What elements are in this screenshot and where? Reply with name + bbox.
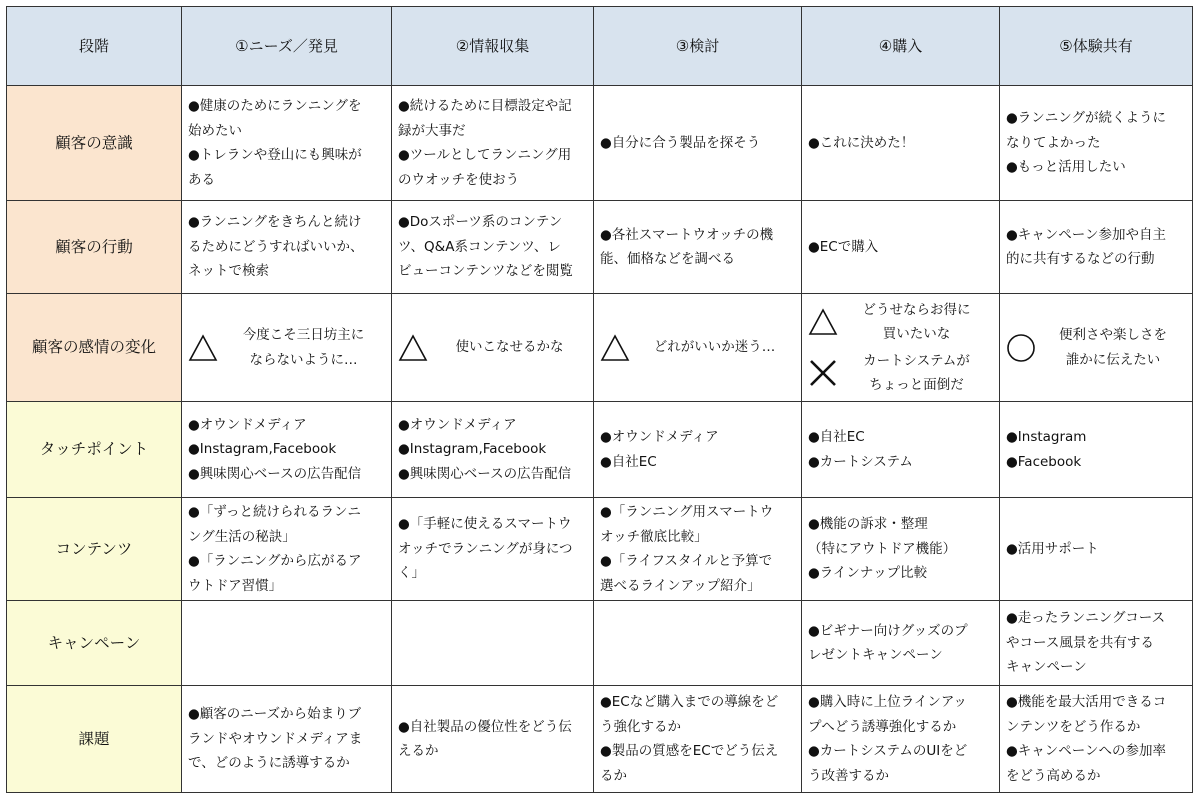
triangle-icon [600, 333, 630, 363]
emotion-line: どうせならお得に [862, 301, 971, 318]
journey-cell [1000, 402, 1193, 498]
cell-line: ンテンツをどう作るか [1006, 718, 1141, 735]
journey-cell [594, 86, 802, 201]
customer-journey-table [6, 6, 1193, 793]
table-row [7, 686, 1193, 793]
cell-line: ●ランニングが続くように [1006, 110, 1167, 127]
cell-line: ●Doスポーツ系のコンテン [398, 214, 563, 231]
cell-line: プへどう誘導強化するか [808, 718, 957, 735]
cell-line: ツ、Q&A系コンテンツ、レ [398, 238, 561, 255]
emotion-text [1040, 323, 1186, 372]
cell-line: で、どのように誘導するか [188, 755, 350, 772]
cell-line: ●「ずっと続けられるランニ [188, 504, 361, 520]
cell-line: ある [188, 171, 215, 188]
cell-line: ●購入時に上位ラインアッ [808, 694, 967, 710]
cell-line: るか [600, 767, 627, 784]
cell-line: ビューコンテンツなどを閲覧 [398, 263, 573, 280]
cell-line: ●「ランニング用スマートウ [600, 504, 774, 520]
cell-line: 始めたい [188, 122, 242, 139]
cell-line: 録が大事だ [398, 122, 466, 139]
journey-cell [182, 86, 392, 201]
emotion-cell [1000, 294, 1193, 402]
cell-line: ●続けるために目標設定や記 [398, 98, 572, 114]
cell-line: ●これに決めた！ [808, 134, 915, 151]
cell-line: ●カートシステムのUIをど [808, 743, 968, 759]
cell-line: ●自社EC [808, 429, 865, 445]
journey-cell [802, 201, 1000, 294]
triangle-icon [398, 333, 428, 363]
cell-line: レゼントキャンペーン [808, 647, 943, 663]
cell-line: ●ECで購入 [808, 238, 879, 255]
cell-line: 的に共有するなどの行動 [1006, 251, 1155, 267]
table-row [7, 402, 1193, 498]
emotion-line: カートシステムが [863, 352, 970, 369]
cell-line: ング生活の秘訣」 [188, 528, 296, 545]
cell-line: ネットで検索 [188, 263, 269, 280]
emotion-line: 便利さや楽しさを [1059, 327, 1167, 343]
cell-line: ●「ランニングから広がるア [188, 553, 362, 569]
cell-line: く」 [398, 565, 425, 582]
cell-line: オッチでランニングが身につ [398, 540, 573, 557]
journey-cell [1000, 601, 1193, 686]
header-stage: 段階 [7, 7, 182, 86]
journey-cell [802, 686, 1000, 793]
cell-line: ●ラインナップ比較 [808, 565, 928, 582]
cell-line: るためにどうすればいいか、 [188, 238, 364, 255]
cell-line: ●「手軽に使えるスマートウ [398, 516, 572, 533]
cell-line: やコース風景を共有する [1006, 634, 1154, 651]
journey-cell [802, 498, 1000, 601]
header-phase-5: ⑤体験共有 [1000, 7, 1193, 86]
journey-cell [1000, 498, 1193, 601]
table-row [7, 201, 1193, 294]
journey-cell [182, 601, 392, 686]
journey-cell [594, 601, 802, 686]
emotion-cell [392, 294, 594, 402]
table-row [7, 498, 1193, 601]
cell-line: ●ランニングをきちんと続け [188, 214, 362, 231]
journey-cell [392, 201, 594, 294]
cell-line: ●「ライフスタイルと予算で [600, 553, 773, 569]
cell-line: ●走ったランニングコース [1006, 610, 1166, 627]
emotion-cell [802, 294, 1000, 402]
cell-line: ●各社スマートウオッチの機 [600, 226, 774, 243]
table-row [7, 601, 1193, 686]
emotion-line: どれがいいか迷う… [653, 339, 776, 356]
cell-line: えるか [398, 743, 439, 759]
cell-line: ●ECなど購入までの導線をど [600, 694, 779, 710]
cell-line: ●ツールとしてランニング用 [398, 147, 572, 163]
header-phase-4: ④購入 [802, 7, 1000, 86]
cell-line: ●自社製品の優位性をどう伝 [398, 718, 572, 735]
stage-label: 顧客の行動 [7, 201, 182, 294]
cell-line: ●顧客のニーズから始まりブ [188, 706, 362, 723]
stage-label: コンテンツ [7, 498, 182, 601]
cell-line: 選べるラインアップ紹介」 [600, 577, 761, 594]
stage-label: 課題 [7, 686, 182, 793]
triangle-icon [188, 333, 218, 363]
circle-icon [1006, 333, 1036, 363]
cross-icon [808, 358, 838, 388]
cell-line: ●Instagram,Facebook [188, 441, 337, 458]
cell-line: ●オウンドメディア [398, 416, 517, 433]
cell-line: （特にアウトドア機能） [808, 540, 957, 557]
header-phase-2: ②情報収集 [392, 7, 594, 86]
cell-line: ●Facebook [1006, 453, 1082, 470]
journey-cell [392, 601, 594, 686]
triangle-icon [808, 307, 838, 337]
journey-cell [594, 201, 802, 294]
emotion-line: ならないように… [249, 351, 358, 368]
cell-line: ●健康のためにランニングを [188, 98, 362, 114]
journey-cell [1000, 201, 1193, 294]
cell-line: ●ビギナー向けグッズのプ [808, 622, 968, 639]
journey-cell [182, 201, 392, 294]
journey-cell [802, 402, 1000, 498]
stage-label: タッチポイント [7, 402, 182, 498]
cell-line: ●オウンドメディア [600, 429, 719, 445]
cell-line: 能、価格などを調べる [600, 251, 735, 267]
journey-cell [1000, 686, 1193, 793]
emotion-text [840, 349, 993, 398]
table-row [7, 86, 1193, 201]
cell-line: なりてよかった [1006, 134, 1101, 151]
cell-line: ランドやオウンドメディアま [188, 730, 363, 747]
emotion-text [634, 335, 795, 360]
cell-line: ●興味関心ベースの広告配信 [188, 465, 362, 482]
journey-cell [392, 686, 594, 793]
journey-cell [1000, 86, 1193, 201]
emotion-cell [182, 294, 392, 402]
journey-cell [802, 86, 1000, 201]
cell-line: ●興味関心ベースの広告配信 [398, 465, 572, 482]
journey-cell [392, 498, 594, 601]
cell-line: ●活用サポート [1006, 540, 1099, 557]
cell-line: ●自社EC [600, 453, 657, 470]
emotion-line: 今度こそ三日坊主に [242, 327, 365, 343]
journey-cell [392, 86, 594, 201]
emotion-text [432, 335, 587, 360]
cell-line: ウトドア習慣」 [188, 577, 283, 594]
stage-label: キャンペーン [7, 601, 182, 686]
journey-cell [182, 498, 392, 601]
cell-line: ●カートシステム [808, 453, 913, 470]
cell-line: ●Instagram,Facebook [398, 441, 547, 458]
journey-cell [594, 402, 802, 498]
journey-cell [392, 402, 594, 498]
cell-line: ●キャンペーンへの参加率 [1006, 743, 1167, 759]
emotion-line: 使いこなせるかな [455, 339, 564, 356]
cell-line: ●自分に合う製品を探そう [600, 134, 761, 151]
cell-line: う強化するか [600, 718, 681, 735]
header-phase-1: ①ニーズ／発見 [182, 7, 392, 86]
cell-line: のウオッチを使おう [398, 171, 520, 188]
cell-line: ●オウンドメディア [188, 416, 307, 433]
emotion-cell [594, 294, 802, 402]
emotion-text [222, 323, 385, 372]
journey-cell [182, 686, 392, 793]
journey-cell [182, 402, 392, 498]
stage-label: 顧客の意識 [7, 86, 182, 201]
stage-label: 顧客の感情の変化 [7, 294, 182, 402]
emotion-text [840, 298, 993, 347]
cell-line: ●製品の質感をECでどう伝え [600, 743, 779, 759]
cell-line: う改善するか [808, 767, 889, 784]
journey-cell [594, 498, 802, 601]
cell-line: ●Instagram [1006, 429, 1087, 445]
cell-line: ●トレランや登山にも興味が [188, 147, 362, 163]
journey-cell [594, 686, 802, 793]
header-phase-3: ③検討 [594, 7, 802, 86]
cell-line: をどう高めるか [1006, 767, 1101, 784]
cell-line: ●キャンペーン参加や自主 [1006, 226, 1167, 243]
cell-line: オッチ徹底比較」 [600, 528, 708, 545]
cell-line: ●機能を最大活用できるコ [1006, 694, 1167, 710]
emotion-line: 買いたいな [882, 326, 951, 342]
emotion-line: 誰かに伝えたい [1065, 351, 1161, 368]
table-row [7, 294, 1193, 402]
emotion-line: ちょっと面倒だ [869, 377, 964, 393]
header-row [7, 7, 1193, 86]
cell-line: キャンペーン [1006, 659, 1087, 676]
cell-line: ●機能の訴求・整理 [808, 516, 928, 533]
cell-line: ●もっと活用したい [1006, 159, 1126, 176]
journey-cell [802, 601, 1000, 686]
